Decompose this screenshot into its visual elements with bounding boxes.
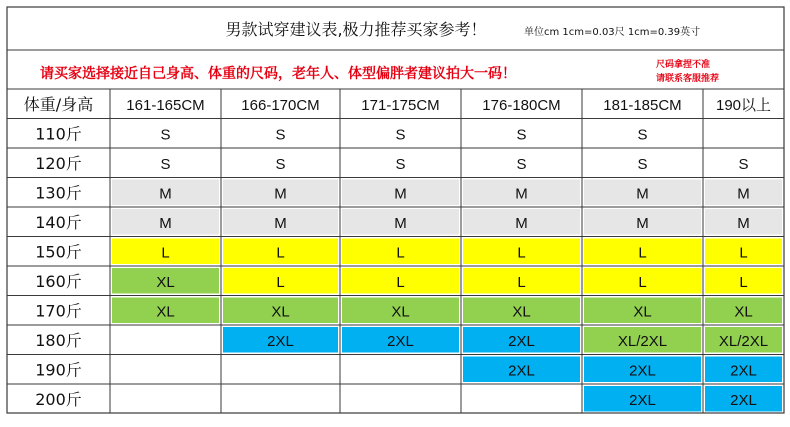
size-cell: L (517, 244, 526, 262)
size-cell: L (517, 273, 526, 291)
size-cell: M (737, 214, 750, 232)
row-weight-label: 180斤 (35, 330, 82, 350)
size-cell: L (739, 244, 748, 262)
row-weight-label: 110斤 (35, 124, 82, 144)
row-weight-label: 150斤 (35, 242, 82, 262)
row-weight-label: 190斤 (35, 360, 82, 380)
size-cell: M (515, 185, 528, 203)
size-cell: XL (633, 303, 652, 321)
size-cell: M (274, 185, 287, 203)
size-cell: XL/2XL (718, 332, 769, 350)
row-weight-label: 140斤 (35, 212, 82, 232)
row-weight-label: 130斤 (35, 183, 82, 203)
size-cell: 2XL (508, 332, 535, 350)
chart-title: 男款试穿建议表,极力推荐买家参考！ (225, 20, 487, 39)
size-cell: S (637, 126, 648, 144)
size-cell: L (638, 273, 647, 291)
advice-area (40, 58, 719, 84)
size-cell: M (274, 214, 287, 232)
size-cell: XL (734, 303, 753, 321)
corner-header: 体重/身高 (23, 94, 94, 114)
row-weight-label: 200斤 (35, 389, 82, 409)
column-header: 166-170CM (241, 96, 320, 114)
size-cell: M (636, 185, 649, 203)
advice-side-line1: 尺码拿捏不准 (656, 60, 711, 70)
column-header: 171-175CM (361, 96, 440, 114)
size-cell: S (275, 155, 286, 173)
size-cell: L (396, 273, 405, 291)
unit-note: 单位cm 1cm=0.03尺 1cm=0.39英寸 (524, 27, 701, 38)
title-area (225, 20, 700, 39)
size-cell: M (636, 214, 649, 232)
size-cell: S (160, 126, 171, 144)
size-cell: S (516, 155, 527, 173)
column-header: 181-185CM (603, 96, 682, 114)
size-cell: 2XL (267, 332, 294, 350)
size-cell: M (394, 214, 407, 232)
size-cell: S (637, 155, 648, 173)
column-header: 190以上 (715, 96, 772, 114)
size-cell: 2XL (508, 362, 535, 380)
size-cell: XL (512, 303, 531, 321)
size-cell: 2XL (387, 332, 414, 350)
size-cell: 2XL (629, 391, 656, 409)
size-cell: S (395, 155, 406, 173)
size-cell: L (276, 273, 285, 291)
size-cell: M (515, 214, 528, 232)
size-cell: XL (156, 273, 175, 291)
size-cell: XL (271, 303, 290, 321)
advice-side-line2: 请联系客服推荐 (656, 74, 720, 84)
row-weight-label: 170斤 (35, 301, 82, 321)
size-cell: L (396, 244, 405, 262)
size-cell: XL (391, 303, 410, 321)
size-cell: 2XL (730, 362, 757, 380)
size-cell: M (159, 185, 172, 203)
size-cell: M (159, 214, 172, 232)
row-weight-label: 160斤 (35, 271, 82, 291)
advice-text: 请买家选择接近自己身高、体重的尺码，老年人、体型偏胖者建议拍大一码！ (40, 66, 516, 82)
size-cell: L (638, 244, 647, 262)
size-cell: S (160, 155, 171, 173)
size-cell: S (395, 126, 406, 144)
row-weight-label: 120斤 (35, 153, 82, 173)
size-cell: L (161, 244, 170, 262)
size-cell: 2XL (730, 391, 757, 409)
size-cell: M (737, 185, 750, 203)
size-cell: XL/2XL (617, 332, 668, 350)
size-cell: 2XL (629, 362, 656, 380)
size-table (24, 95, 782, 412)
size-cell: XL (156, 303, 175, 321)
size-cell: M (394, 185, 407, 203)
size-cell: S (516, 126, 527, 144)
size-cell: S (738, 155, 749, 173)
size-cell: S (275, 126, 286, 144)
column-header: 176-180CM (482, 96, 561, 114)
size-cell: L (739, 273, 748, 291)
size-cell: L (276, 244, 285, 262)
column-header: 161-165CM (126, 96, 205, 114)
